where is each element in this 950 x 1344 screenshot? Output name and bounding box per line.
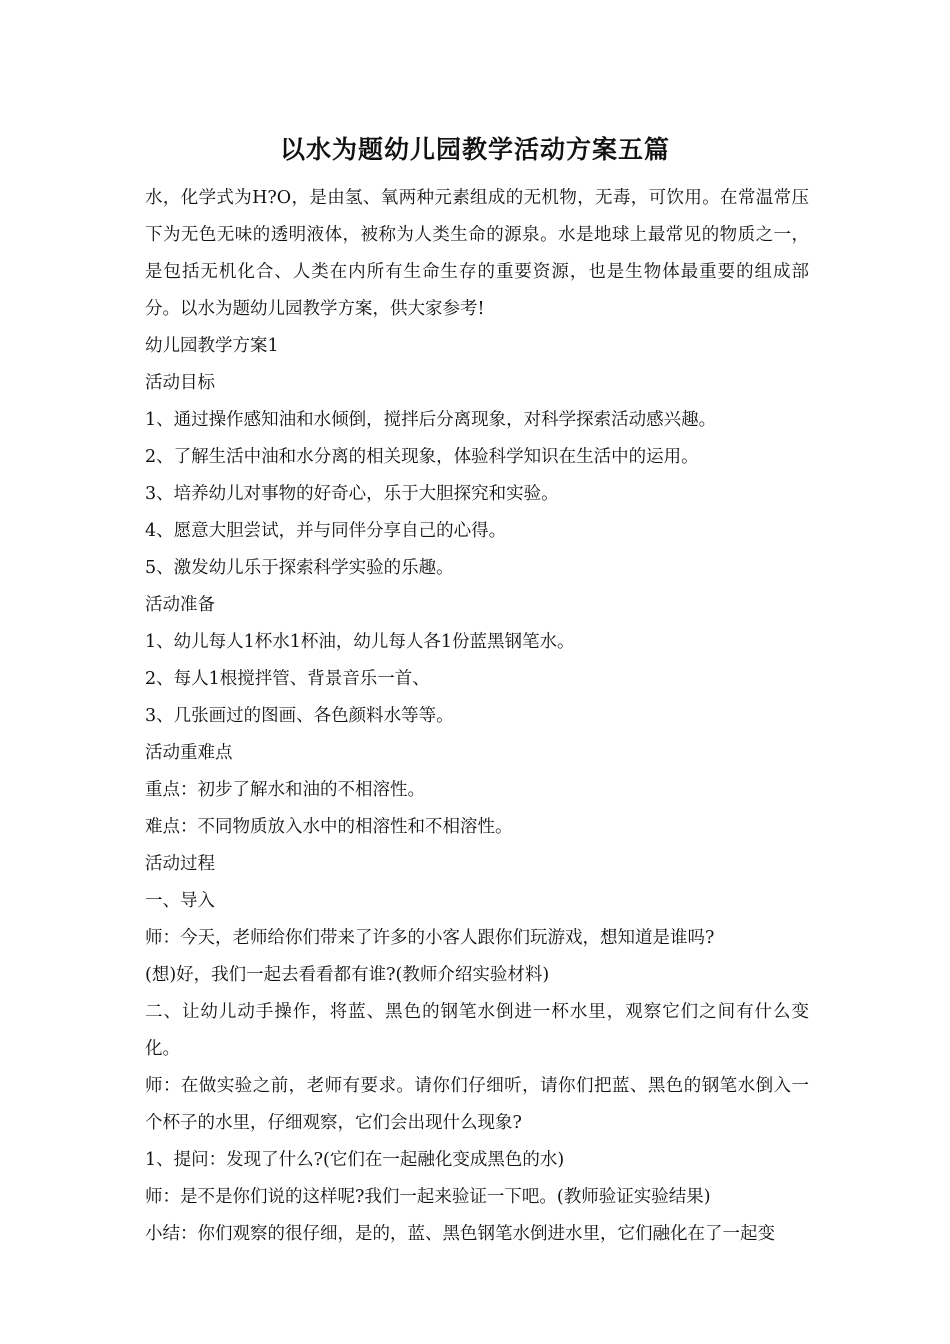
- document-title: 以水为题幼儿园教学活动方案五篇: [279, 135, 670, 164]
- heading-key-difficult-points: 活动重难点: [145, 743, 233, 763]
- question-item-1: 1、提问：发现了什么?(它们在一起融化变成黑色的水): [145, 1150, 565, 1170]
- process-step-2: 二、让幼儿动手操作，将蓝、黑色的钢笔水倒进一杯水里，观察它们之间有什么变化。: [145, 1002, 809, 1059]
- teacher-line-2: 师：在做实验之前，老师有要求。请你们仔细听，请你们把蓝、黑色的钢笔水倒入一个杯子的水里，仔细观察，它们会出现什么现象?: [145, 1076, 809, 1133]
- heading-activity-preparation: 活动准备: [145, 595, 215, 615]
- heading-activity-process: 活动过程: [145, 854, 215, 874]
- document-body: [145, 180, 809, 1253]
- goal-item-3: 3、培养幼儿对事物的好奇心，乐于大胆探究和实验。: [145, 484, 559, 504]
- preparation-item-3: 3、几张画过的图画、各色颜料水等等。: [145, 706, 454, 726]
- teacher-line-3: 师：是不是你们说的这样呢?我们一起来验证一下吧。(教师验证实验结果): [145, 1187, 711, 1207]
- goal-item-4: 4、愿意大胆尝试，并与同伴分享自己的心得。: [145, 521, 507, 541]
- response-line-1: (想)好，我们一起去看看都有谁?(教师介绍实验材料): [145, 965, 550, 985]
- teacher-line-1: 师：今天，老师给你们带来了许多的小客人跟你们玩游戏，想知道是谁吗?: [145, 928, 715, 948]
- preparation-item-1: 1、幼儿每人1杯水1杯油，幼儿每人各1份蓝黑钢笔水。: [145, 632, 575, 652]
- goal-item-5: 5、激发幼儿乐于探索科学实验的乐趣。: [145, 558, 454, 578]
- preparation-item-2: 2、每人1根搅拌管、背景音乐一首、: [145, 669, 430, 689]
- goal-item-2: 2、了解生活中油和水分离的相关现象，体验科学知识在生活中的运用。: [145, 447, 699, 467]
- summary-line: 小结：你们观察的很仔细，是的，蓝、黑色钢笔水倒进水里，它们融化在了一起变: [145, 1224, 775, 1244]
- heading-activity-goals: 活动目标: [145, 373, 215, 393]
- key-point: 重点：初步了解水和油的不相溶性。: [145, 780, 425, 800]
- difficult-point: 难点：不同物质放入水中的相溶性和不相溶性。: [145, 817, 513, 837]
- intro-paragraph: 水，化学式为H?O，是由氢、氧两种元素组成的无机物，无毒，可饮用。在常温常压下为无色无味的透明液体，被称为人类生命的源泉。水是地球上最常见的物质之一，是包括无机化合、人类在内所有生命生存的重要资源，也是生物体最重要的组成部分。以水为题幼儿园教学方案，供大家参考!: [145, 188, 809, 319]
- section-heading-plan-1: 幼儿园教学方案1: [145, 336, 279, 356]
- goal-item-1: 1、通过操作感知油和水倾倒，搅拌后分离现象，对科学探索活动感兴趣。: [145, 410, 717, 430]
- process-step-intro: 一、导入: [145, 891, 215, 911]
